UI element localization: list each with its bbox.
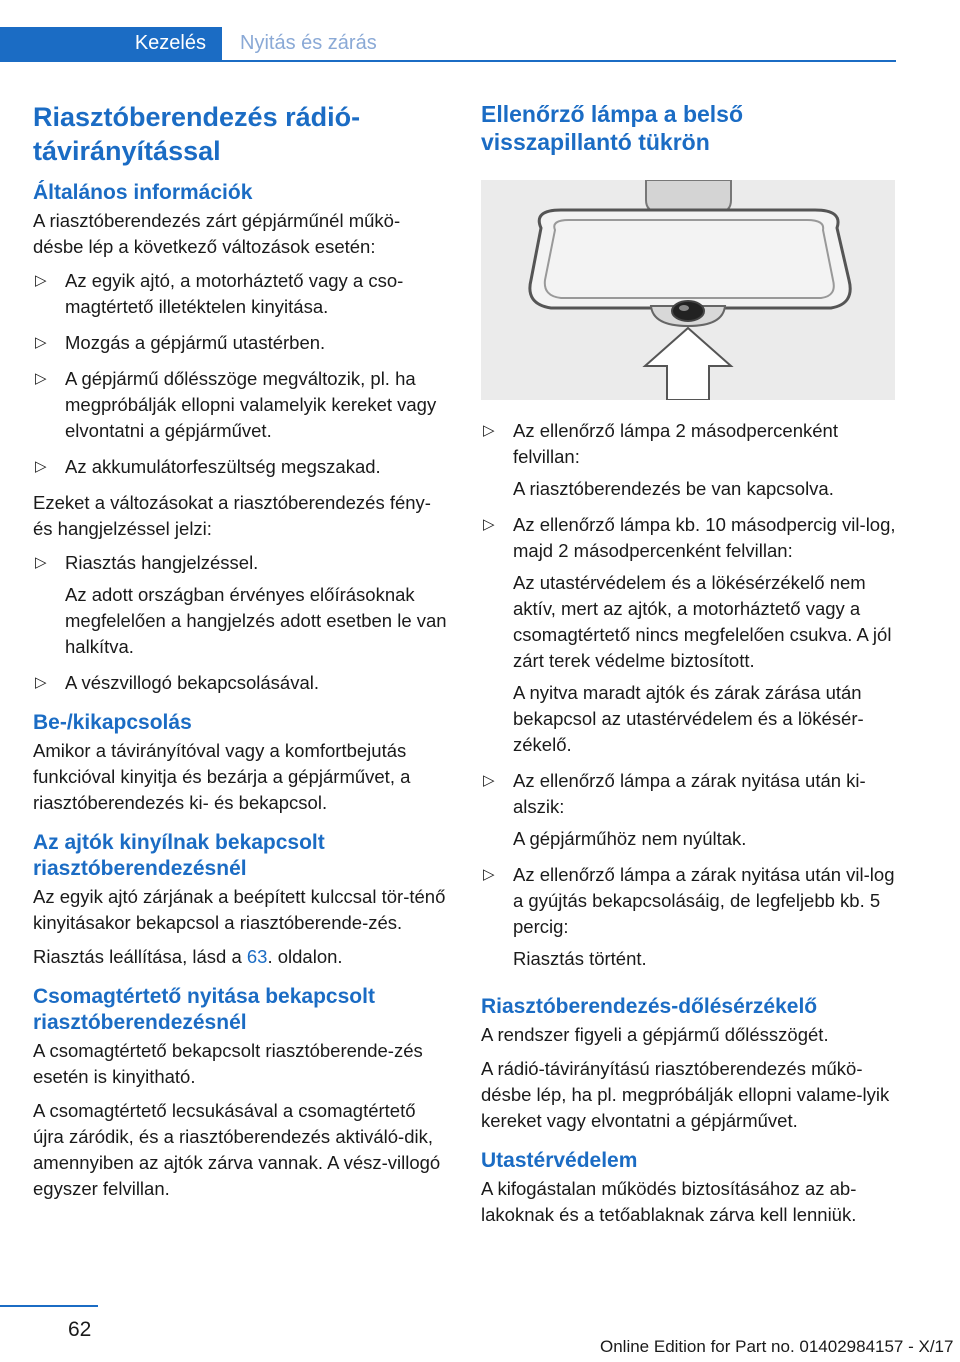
list-item: ▷ Az ellenőrző lámpa a zárak nyitása után ki-alszik: A gépjárműhöz nem nyúltak. xyxy=(483,770,866,849)
section-paragraph: Amikor a távirányítóval vagy a komfortbejutás funkcióval kinyitja és bezárja a gépjárművet, a riasztóberendezés ki- és bekapcsol. xyxy=(33,740,411,813)
bullet-list xyxy=(33,550,449,696)
list-item: ▷ Riasztás hangjelzéssel. Az adott országban érvényes előírásoknak megfelelően a hangjelzés adott esetben le van halkítva. xyxy=(35,552,447,657)
triangle-bullet-icon: ▷ xyxy=(483,422,495,439)
section-paragraph: A csomagtértető lecsukásával a csomagtértető újra záródik, és a riasztóberendezés aktiváló-dik, amennyiben az ajtók zárva vannak. A vész-villogó egyszer felvillan. xyxy=(33,1100,441,1199)
section-tab-active[interactable]: Kezelés xyxy=(0,27,222,60)
section-paragraph: A riasztóberendezés zárt gépjárműnél műkö-désbe lép a következő változások esetén: xyxy=(33,210,401,257)
section-heading-tilt: Riasztóberendezés-dőlésérzékelő xyxy=(481,995,818,1018)
indicator-list xyxy=(481,418,897,972)
triangle-bullet-icon: ▷ xyxy=(35,554,47,571)
triangle-bullet-icon: ▷ xyxy=(483,866,495,883)
rearview-mirror-illustration xyxy=(481,180,895,400)
section-paragraph: Az egyik ajtó zárjának a beépített kulccsal tör-ténő kinyitásakor bekapcsol a riasztóberende-zés. xyxy=(33,886,446,933)
triangle-bullet-icon: ▷ xyxy=(483,516,495,533)
section-heading-doors: Az ajtók kinyílnak bekapcsolt riasztóberendezésnél xyxy=(33,831,325,880)
list-item: ▷ A gépjármű dőlésszöge megváltozik, pl. ha megpróbálják ellopni valamelyik kereket vagy elvontatni a gépjárművet. xyxy=(35,368,437,441)
section-heading-trunk: Csomagtértető nyitása bekapcsolt riasztóberendezésnél xyxy=(33,985,375,1034)
list-item: ▷ Az egyik ajtó, a motorháztető vagy a cso-magtértető illetéktelen kinyitása. xyxy=(35,270,404,317)
section-tab-inactive[interactable]: Nyitás és zárás xyxy=(240,32,377,54)
section-paragraph: A rendszer figyeli a gépjármű dőlésszögét. xyxy=(481,1024,829,1045)
list-item: ▷ Mozgás a gépjármű utastérben. xyxy=(33,330,449,356)
section-heading-interior: Utastérvédelem xyxy=(481,1149,638,1172)
page-link[interactable]: 63 xyxy=(246,946,268,967)
left-column xyxy=(33,100,449,1210)
list-item: ▷ Az ellenőrző lámpa 2 másodpercenként felvillan: A riasztóberendezés be van kapcsolva. xyxy=(483,420,838,499)
section-paragraph: A rádió-távirányítású riasztóberendezés műkö-désbe lép, ha pl. megpróbálják ellopni valame-lyik kereket vagy elvontatni a gépjárművet. xyxy=(481,1058,890,1131)
list-item: ▷ Az akkumulátorfeszültség megszakad. xyxy=(33,454,449,480)
list-item: ▷ Az ellenőrző lámpa kb. 10 másodpercig vil-log, majd 2 másodpercenként felvillan: Az utastérvédelem és a lökésérzékelő nem aktív, mert az ajtók, a motorháztető vagy a csomagtértető nincs megfelelően csukva. A jól zárt terek védelme biztosított. A nyitva maradt ajtók és zárak zárása után bekapcsol az utastérvédelem és a lökésér-zékelő. xyxy=(483,514,896,755)
triangle-bullet-icon: ▷ xyxy=(35,272,47,289)
triangle-bullet-icon: ▷ xyxy=(35,334,47,351)
triangle-bullet-icon: ▷ xyxy=(35,370,47,387)
right-column xyxy=(481,100,897,1236)
footer-edition: Online Edition for Part no. 01402984157 - X/17 xyxy=(600,1337,954,1356)
list-item: ▷ A vészvillogó bekapcsolásával. xyxy=(33,670,449,696)
page-number: 62 xyxy=(68,1318,92,1341)
page-reference: Riasztás leállítása, lásd a 63. oldalon. xyxy=(33,946,343,967)
section-paragraph: A kifogástalan működés biztosításához az ab-lakoknak és a tetőablaknak zárva kell lenniük. xyxy=(481,1178,857,1225)
triangle-bullet-icon: ▷ xyxy=(35,674,47,691)
page-header xyxy=(0,0,960,62)
section-paragraph: A csomagtértető bekapcsolt riasztóberende-zés esetén is kinyitható. xyxy=(33,1040,423,1087)
mirror-icon xyxy=(481,180,895,400)
section-paragraph: Ezeket a változásokat a riasztóberendezés fény- és hangjelzéssel jelzi: xyxy=(33,492,431,539)
triangle-bullet-icon: ▷ xyxy=(35,458,47,475)
header-divider xyxy=(0,60,896,62)
list-item: ▷ Az ellenőrző lámpa a zárak nyitása után vil-log a gyújtás bekapcsolásáig, de legfeljebb kb. 5 percig: Riasztás történt. xyxy=(483,864,895,969)
section-heading-indicator: Ellenőrző lámpa a belső visszapillantó tükrön xyxy=(481,101,744,155)
page-title: Riasztóberendezés rádió-távirányítással xyxy=(33,102,361,166)
section-heading-onoff: Be-/kikapcsolás xyxy=(33,711,192,734)
section-heading-general: Általános információk xyxy=(33,181,253,204)
triangle-bullet-icon: ▷ xyxy=(483,772,495,789)
footer-divider xyxy=(0,1305,98,1307)
bullet-list xyxy=(33,268,449,480)
